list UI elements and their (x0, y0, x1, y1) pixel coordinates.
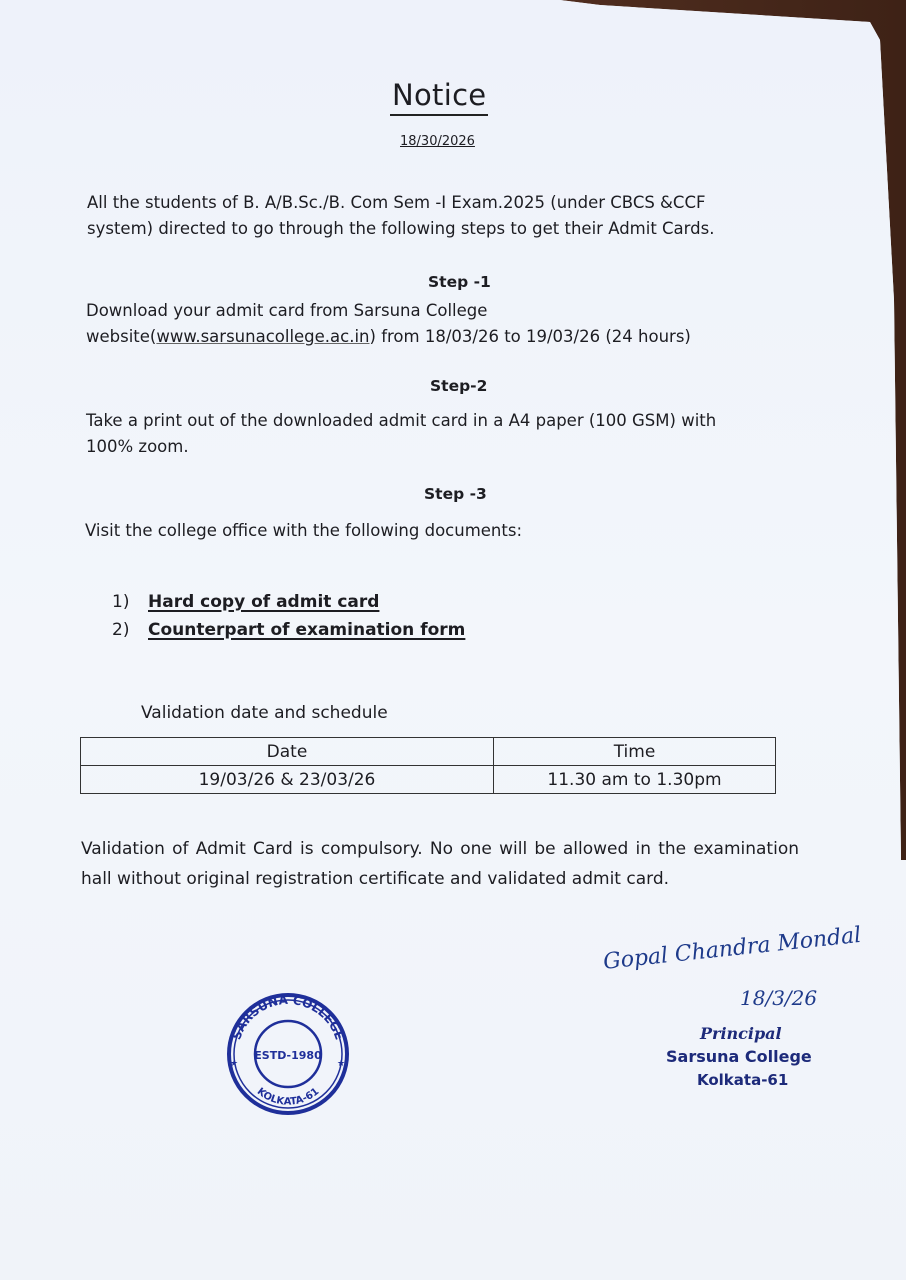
notice-date: 18/30/2026 (400, 134, 475, 149)
step-1-line-2 (86, 324, 691, 350)
step-1-body (86, 298, 691, 350)
signature-handwriting: Gopal Chandra Mondal (602, 922, 863, 975)
step-2-line-2: 100% zoom. (86, 437, 189, 456)
star-icon: ★ (337, 1059, 346, 1069)
stamp-top-text: SARSUNA COLLEGE (229, 992, 347, 1042)
column-header-date: Date (81, 738, 494, 766)
signatory-city: Kolkata-61 (697, 1071, 789, 1089)
stamp-bottom-text: KOLKATA-61 (254, 1086, 322, 1108)
list-item-text: Hard copy of admit card (148, 592, 380, 612)
closing-paragraph: Validation of Admit Card is compulsory. No one will be allowed in the examination hall without original registration certificate and validated admit card. (81, 839, 799, 889)
signatory-title: Principal (700, 1024, 782, 1043)
list-item-number: 1) (112, 592, 130, 612)
intro-line-1: All the students of B. A/B.Sc./B. Com Sem -I Exam.2025 (under CBCS &CCF (87, 193, 706, 212)
intro-line-2: system) directed to go through the following steps to get their Admit Cards. (87, 219, 715, 238)
cell-date: 19/03/26 & 23/03/26 (81, 766, 494, 794)
intro-paragraph (87, 190, 714, 242)
step-1-suffix: ) from 18/03/26 to 19/03/26 (24 hours) (369, 327, 691, 346)
step-1-heading: Step -1 (428, 273, 491, 291)
list-item (112, 588, 465, 616)
stamp-center-text: ESTD-1980 (254, 1049, 322, 1062)
step-1-prefix: website( (86, 327, 157, 346)
star-icon: ★ (230, 1059, 239, 1069)
step-3-heading: Step -3 (424, 485, 487, 503)
notice-title: Notice (392, 78, 487, 112)
cell-time: 11.30 am to 1.30pm (494, 766, 776, 794)
step-2-line-1: Take a print out of the downloaded admit card in a A4 paper (100 GSM) with (86, 411, 717, 430)
title-underline (390, 114, 488, 116)
validation-label: Validation date and schedule (141, 703, 388, 723)
list-item-text: Counterpart of examination form (148, 620, 466, 640)
signature-handwritten-date: 18/3/26 (740, 986, 818, 1010)
table-row (81, 766, 776, 794)
document-list (112, 588, 465, 644)
step-2-body (86, 408, 716, 460)
list-item-number: 2) (112, 620, 130, 640)
list-item (112, 616, 465, 644)
column-header-time: Time (494, 738, 776, 766)
validation-schedule-table (80, 737, 776, 794)
table-header-row (81, 738, 776, 766)
step-1-line-1: Download your admit card from Sarsuna College (86, 301, 488, 320)
step-2-heading: Step-2 (430, 377, 488, 395)
step-3-body: Visit the college office with the following documents: (85, 521, 523, 540)
signatory-college: Sarsuna College (666, 1047, 812, 1066)
college-website-link[interactable]: www.sarsunacollege.ac.in (156, 327, 370, 346)
college-seal-stamp (224, 992, 352, 1116)
